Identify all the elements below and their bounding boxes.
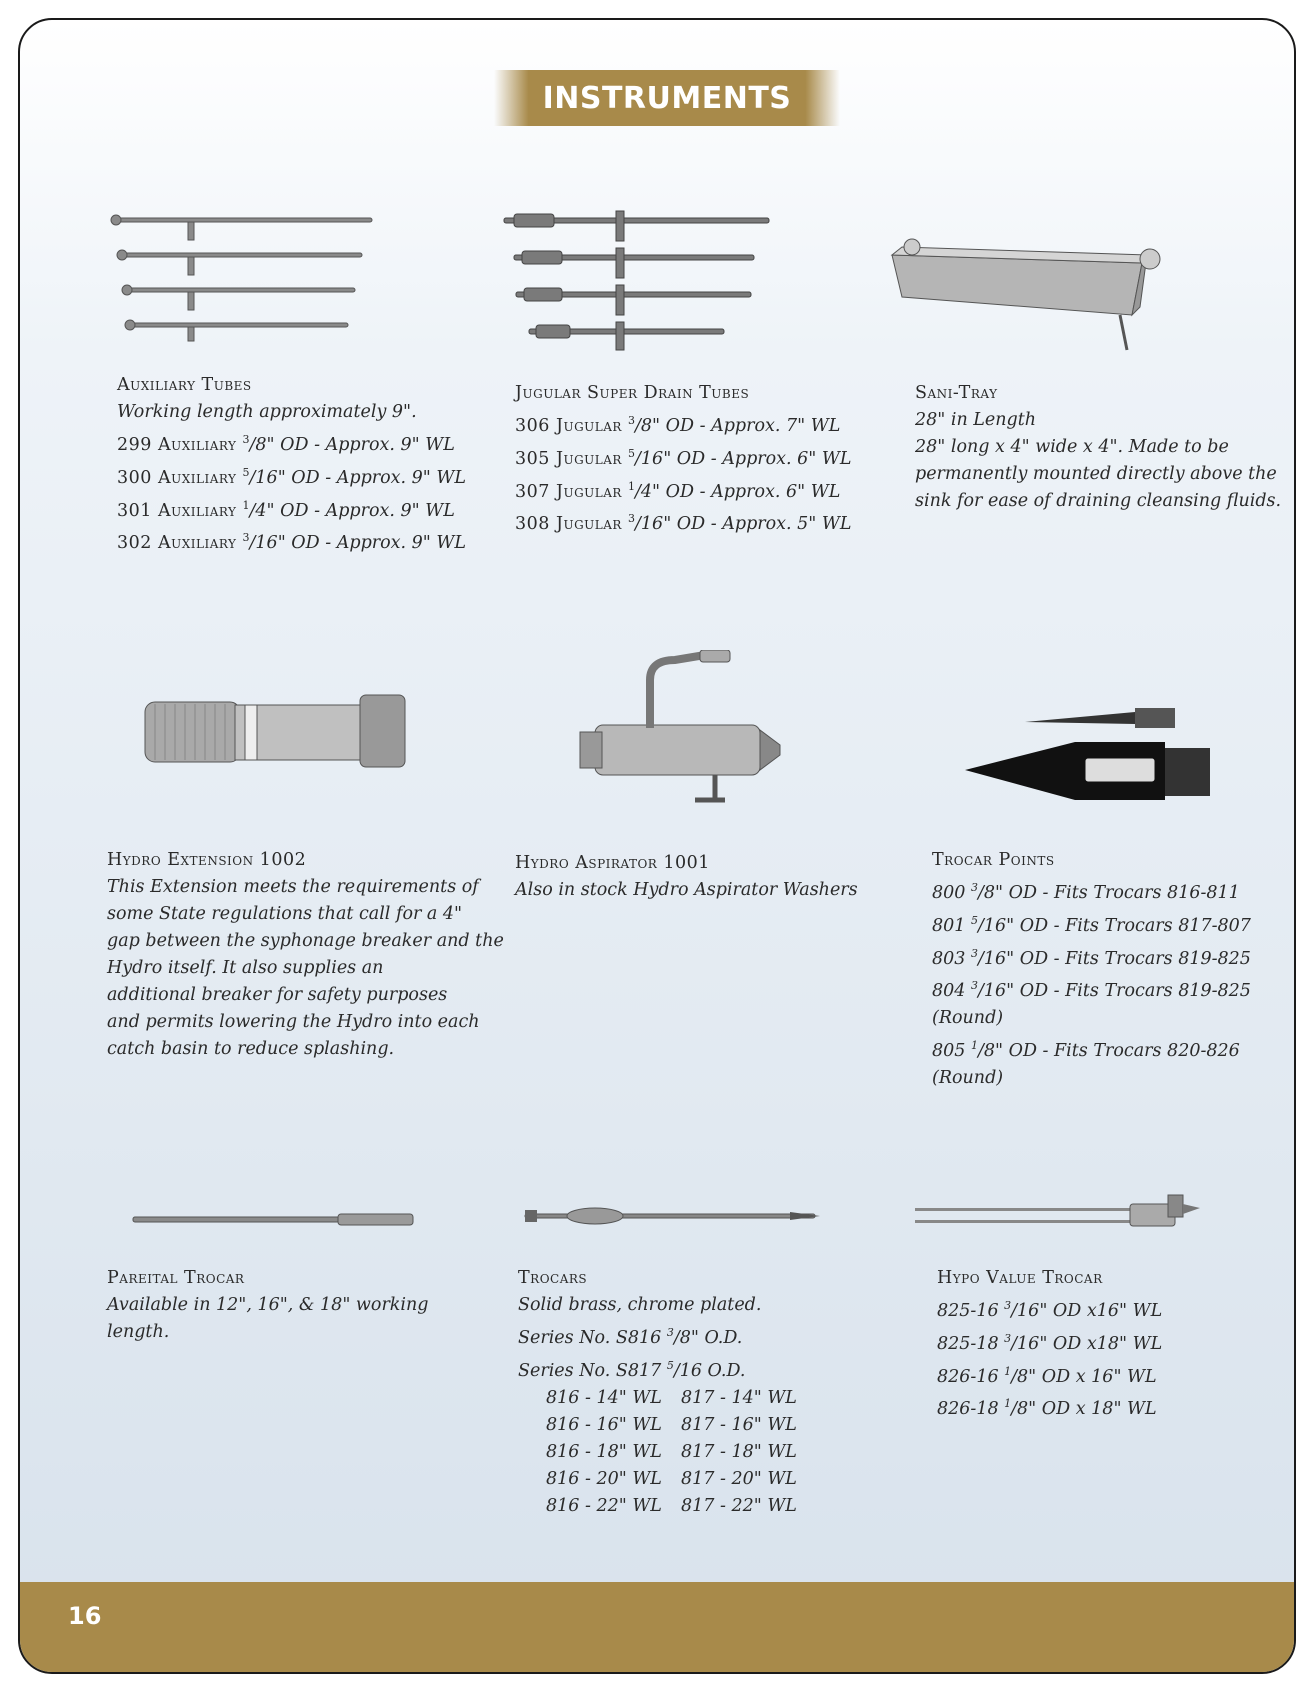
item-description: Working length approximately 9". <box>117 402 417 422</box>
size-row: 816 - 16" WL 817 - 16" WL <box>546 1414 797 1435</box>
item-title: Hypo Value Trocar <box>937 1268 1103 1288</box>
pareital-trocar-image <box>128 1210 418 1230</box>
sani-tray-block <box>915 380 1281 515</box>
spec-line: (Round) <box>932 1068 1004 1089</box>
item-description: gap between the syphonage breaker and the <box>107 931 504 951</box>
size-row: 816 - 14" WL 817 - 14" WL <box>546 1387 797 1408</box>
hydro-extension-image <box>115 690 415 780</box>
hydro-extension-block <box>107 847 504 1063</box>
hydro-aspirator-image <box>575 650 795 810</box>
item-title: Jugular Super Drain Tubes <box>515 383 750 403</box>
spec-line: 308 Jugular $^3$/16" OD - Approx. 5" WL <box>515 512 852 535</box>
item-description: catch basin to reduce splashing. <box>107 1039 395 1059</box>
size-row: 816 - 22" WL 817 - 22" WL <box>546 1495 797 1516</box>
item-description: 28" in Length <box>915 410 1037 430</box>
jugular-tubes-block <box>515 380 852 538</box>
auxiliary-tubes-image <box>102 205 392 345</box>
item-description: Solid brass, chrome plated. <box>518 1295 762 1315</box>
spec-line: 305 Jugular $^5$/16" OD - Approx. 6" WL <box>515 446 852 469</box>
spec-line: 299 Auxiliary $^3$/8" OD - Approx. 9" WL <box>117 433 455 455</box>
spec-line: 800 $^3$/8" OD - Fits Trocars 816-811 <box>932 881 1240 903</box>
page-frame <box>18 18 1296 1674</box>
item-description: and permits lowering the Hydro into each <box>107 1012 480 1032</box>
spec-line: 307 Jugular $^1$/4" OD - Approx. 6" WL <box>515 479 841 502</box>
series-line: Series No. S817 $^5$/16 O.D. <box>518 1358 746 1381</box>
item-description: 28" long x 4" wide x 4". Made to be <box>915 437 1229 457</box>
trocars-image <box>520 1202 820 1232</box>
trocar-points-block <box>932 847 1251 1092</box>
item-description: Available in 12", 16", & 18" working <box>107 1295 429 1315</box>
size-row: 816 - 18" WL 817 - 18" WL <box>546 1441 797 1462</box>
item-description: This Extension meets the requirements of <box>107 877 479 897</box>
hypo-value-trocar-block <box>937 1265 1162 1423</box>
item-title: Sani-Tray <box>915 383 998 403</box>
trocar-points-image <box>965 700 1235 810</box>
spec-line: 306 Jugular $^3$/8" OD - Approx. 7" WL <box>515 414 841 436</box>
footer-bar <box>20 1582 1294 1672</box>
spec-line: 301 Auxiliary $^1$/4" OD - Approx. 9" WL <box>117 498 455 521</box>
item-title: Hydro Extension 1002 <box>107 850 307 870</box>
trocars-block <box>518 1265 816 1520</box>
item-description: Hydro itself. It also supplies an <box>107 958 384 978</box>
spec-line: 804 $^3$/16" OD - Fits Trocars 819-825 <box>932 979 1251 1002</box>
item-title: Hydro Aspirator 1001 <box>515 853 710 873</box>
section-banner <box>494 70 840 126</box>
spec-line: 826-18 $^1$/8" OD x 18" WL <box>937 1397 1157 1420</box>
section-title: INSTRUMENTS <box>542 80 792 116</box>
spec-line: 302 Auxiliary $^3$/16" OD - Approx. 9" WL <box>117 531 467 554</box>
item-description: additional breaker for safety purposes <box>107 985 448 1005</box>
hydro-aspirator-block <box>515 850 858 904</box>
item-description: sink for ease of draining cleansing fluids. <box>915 491 1282 511</box>
spec-line: 803 $^3$/16" OD - Fits Trocars 819-825 <box>932 946 1251 969</box>
hypo-value-trocar-image <box>910 1190 1210 1240</box>
item-description: some State regulations that call for a 4" <box>107 904 463 924</box>
spec-line: 825-18 $^3$/16" OD x18" WL <box>937 1331 1163 1354</box>
sani-tray-image <box>882 235 1172 365</box>
jugular-tubes-image <box>494 205 784 355</box>
series-line: Series No. S816 $^3$/8" O.D. <box>518 1326 743 1348</box>
pareital-trocar-block <box>107 1265 429 1346</box>
spec-line: 825-16 $^3$/16" OD x16" WL <box>937 1299 1163 1321</box>
item-description: length. <box>107 1322 170 1342</box>
item-description: permanently mounted directly above the <box>915 464 1277 484</box>
spec-line: 826-16 $^1$/8" OD x 16" WL <box>937 1364 1157 1387</box>
item-title: Trocar Points <box>932 850 1055 870</box>
page-number: 16 <box>68 1602 102 1630</box>
item-title: Auxiliary Tubes <box>117 375 252 395</box>
spec-line: 300 Auxiliary $^5$/16" OD - Approx. 9" WL <box>117 465 467 488</box>
spec-line: (Round) <box>932 1008 1004 1029</box>
item-title: Trocars <box>518 1268 588 1288</box>
auxiliary-tubes-block <box>117 372 466 557</box>
item-description: Also in stock Hydro Aspirator Washers <box>515 880 858 900</box>
spec-line: 805 $^1$/8" OD - Fits Trocars 820-826 <box>932 1039 1240 1062</box>
size-row: 816 - 20" WL 817 - 20" WL <box>546 1468 797 1489</box>
item-title: Pareital Trocar <box>107 1268 245 1288</box>
spec-line: 801 $^5$/16" OD - Fits Trocars 817-807 <box>932 913 1251 936</box>
